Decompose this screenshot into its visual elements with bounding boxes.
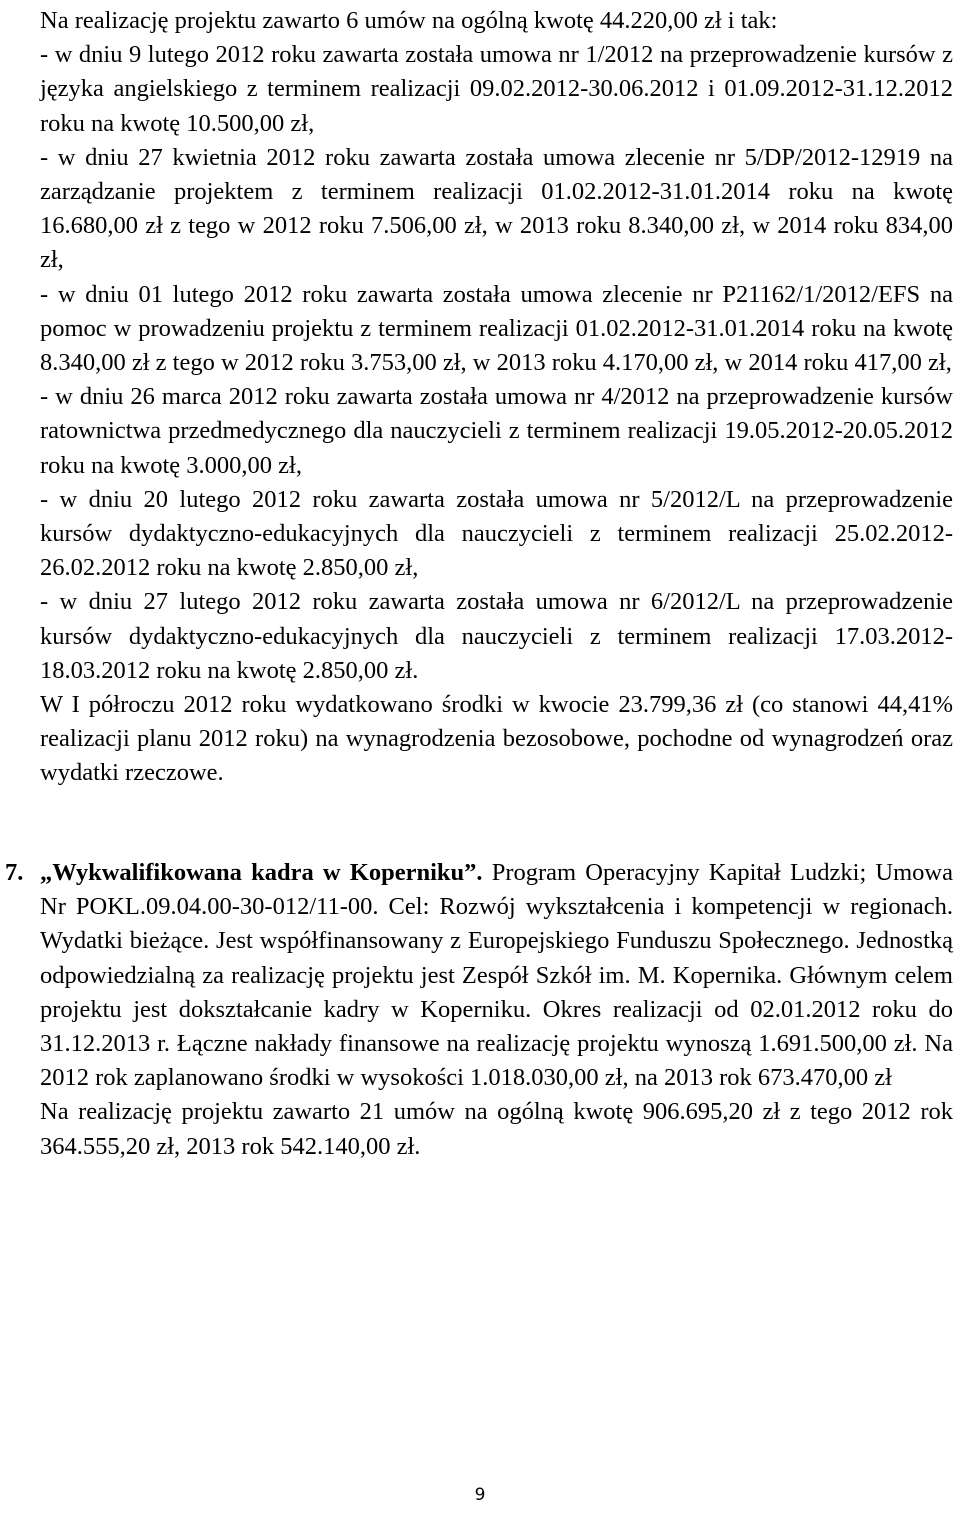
section-7 <box>5 856 953 1164</box>
section-title: „Wykwalifikowana kadra w Koperniku”. <box>40 859 483 886</box>
summary-paragraph: W I półroczu 2012 roku wydatkowano środki w kwocie 23.799,36 zł (co stanowi 44,41% realizacji planu 2012 roku) na wynagrodzenia bezosobowe, pochodne od wynagrodzeń oraz wydatki rzeczowe. <box>40 691 953 787</box>
contract-item-2: - w dniu 27 kwietnia 2012 roku zawarta została umowa zlecenie nr 5/DP/2012-12919 na zarządzanie projektem z terminem realizacji 01.02.2012-31.01.2014 roku na kwotę 16.680,00 zł z tego w 2012 roku 7.506,00 zł, w 2013 roku 8.340,00 zł, w 2014 roku 834,00 zł, <box>40 143 953 274</box>
contract-item-1: - w dniu 9 lutego 2012 roku zawarta została umowa nr 1/2012 na przeprowadzenie kursów z języka angielskiego z terminem realizacji 09.02.2012-30.06.2012 i 01.09.2012-31.12.2012 roku na kwotę 10.500,00 zł, <box>40 41 953 137</box>
section-body: Program Operacyjny Kapitał Ludzki; Umowa Nr POKL.09.04.00-30-012/11-00. Cel: Rozwój wykształcenia i kompetencji w regionach. Wydatki bieżące. Jest współfinansowany z Europejskiego Funduszu Społecznego. Jednostką odpowiedzialną za realizację projektu jest Zespół Szkół im. M. Kopernika. Głównym celem projektu jest dokształcanie kadry w Koperniku. Okres realizacji od 02.01.2012 roku do 31.12.2013 r. Łączne nakłady finansowe na realizację projektu wynoszą 1.691.500,00 zł. Na 2012 rok zaplanowano środki w wysokości 1.018.030,00 zł, na 2013 rok 673.470,00 zł <box>40 859 953 1092</box>
contract-item-4: - w dniu 26 marca 2012 roku zawarta została umowa nr 4/2012 na przeprowadzenie kursów ratownictwa przedmedycznego dla nauczycieli z terminem realizacji 19.05.2012-20.05.2012 roku na kwotę 3.000,00 zł, <box>40 383 953 479</box>
contract-item-6: - w dniu 27 lutego 2012 roku zawarta została umowa nr 6/2012/L na przeprowadzenie kursów dydaktyczno-edukacyjnych dla nauczycieli z terminem realizacji 17.03.2012-18.03.2012 roku na kwotę 2.850,00 zł. <box>40 588 953 684</box>
section-contracts-paragraph: Na realizację projektu zawarto 21 umów na ogólną kwotę 906.695,20 zł z tego 2012 rok 364.555,20 zł, 2013 rok 542.140,00 zł. <box>40 1098 953 1160</box>
page-number: 9 <box>474 1485 486 1505</box>
section-paragraph <box>40 856 953 1095</box>
section-number: 7. <box>5 859 24 886</box>
intro-paragraph: Na realizację projektu zawarto 6 umów na ogólną kwotę 44.220,00 zł i tak: <box>40 7 778 34</box>
contract-item-3: - w dniu 01 lutego 2012 roku zawarta została umowa zlecenie nr P21162/1/2012/EFS na pomoc w prowadzeniu projektu z terminem realizacji 01.02.2012-31.01.2014 roku na kwotę 8.340,00 zł z tego w 2012 roku 3.753,00 zł, w 2013 roku 4.170,00 zł, w 2014 roku 417,00 zł, <box>40 280 953 377</box>
document-page <box>5 4 953 1160</box>
contract-item-5: - w dniu 20 lutego 2012 roku zawarta została umowa nr 5/2012/L na przeprowadzenie kursów dydaktyczno-edukacyjnych dla nauczycieli z terminem realizacji 25.02.2012-26.02.2012 roku na kwotę 2.850,00 zł, <box>40 485 953 582</box>
